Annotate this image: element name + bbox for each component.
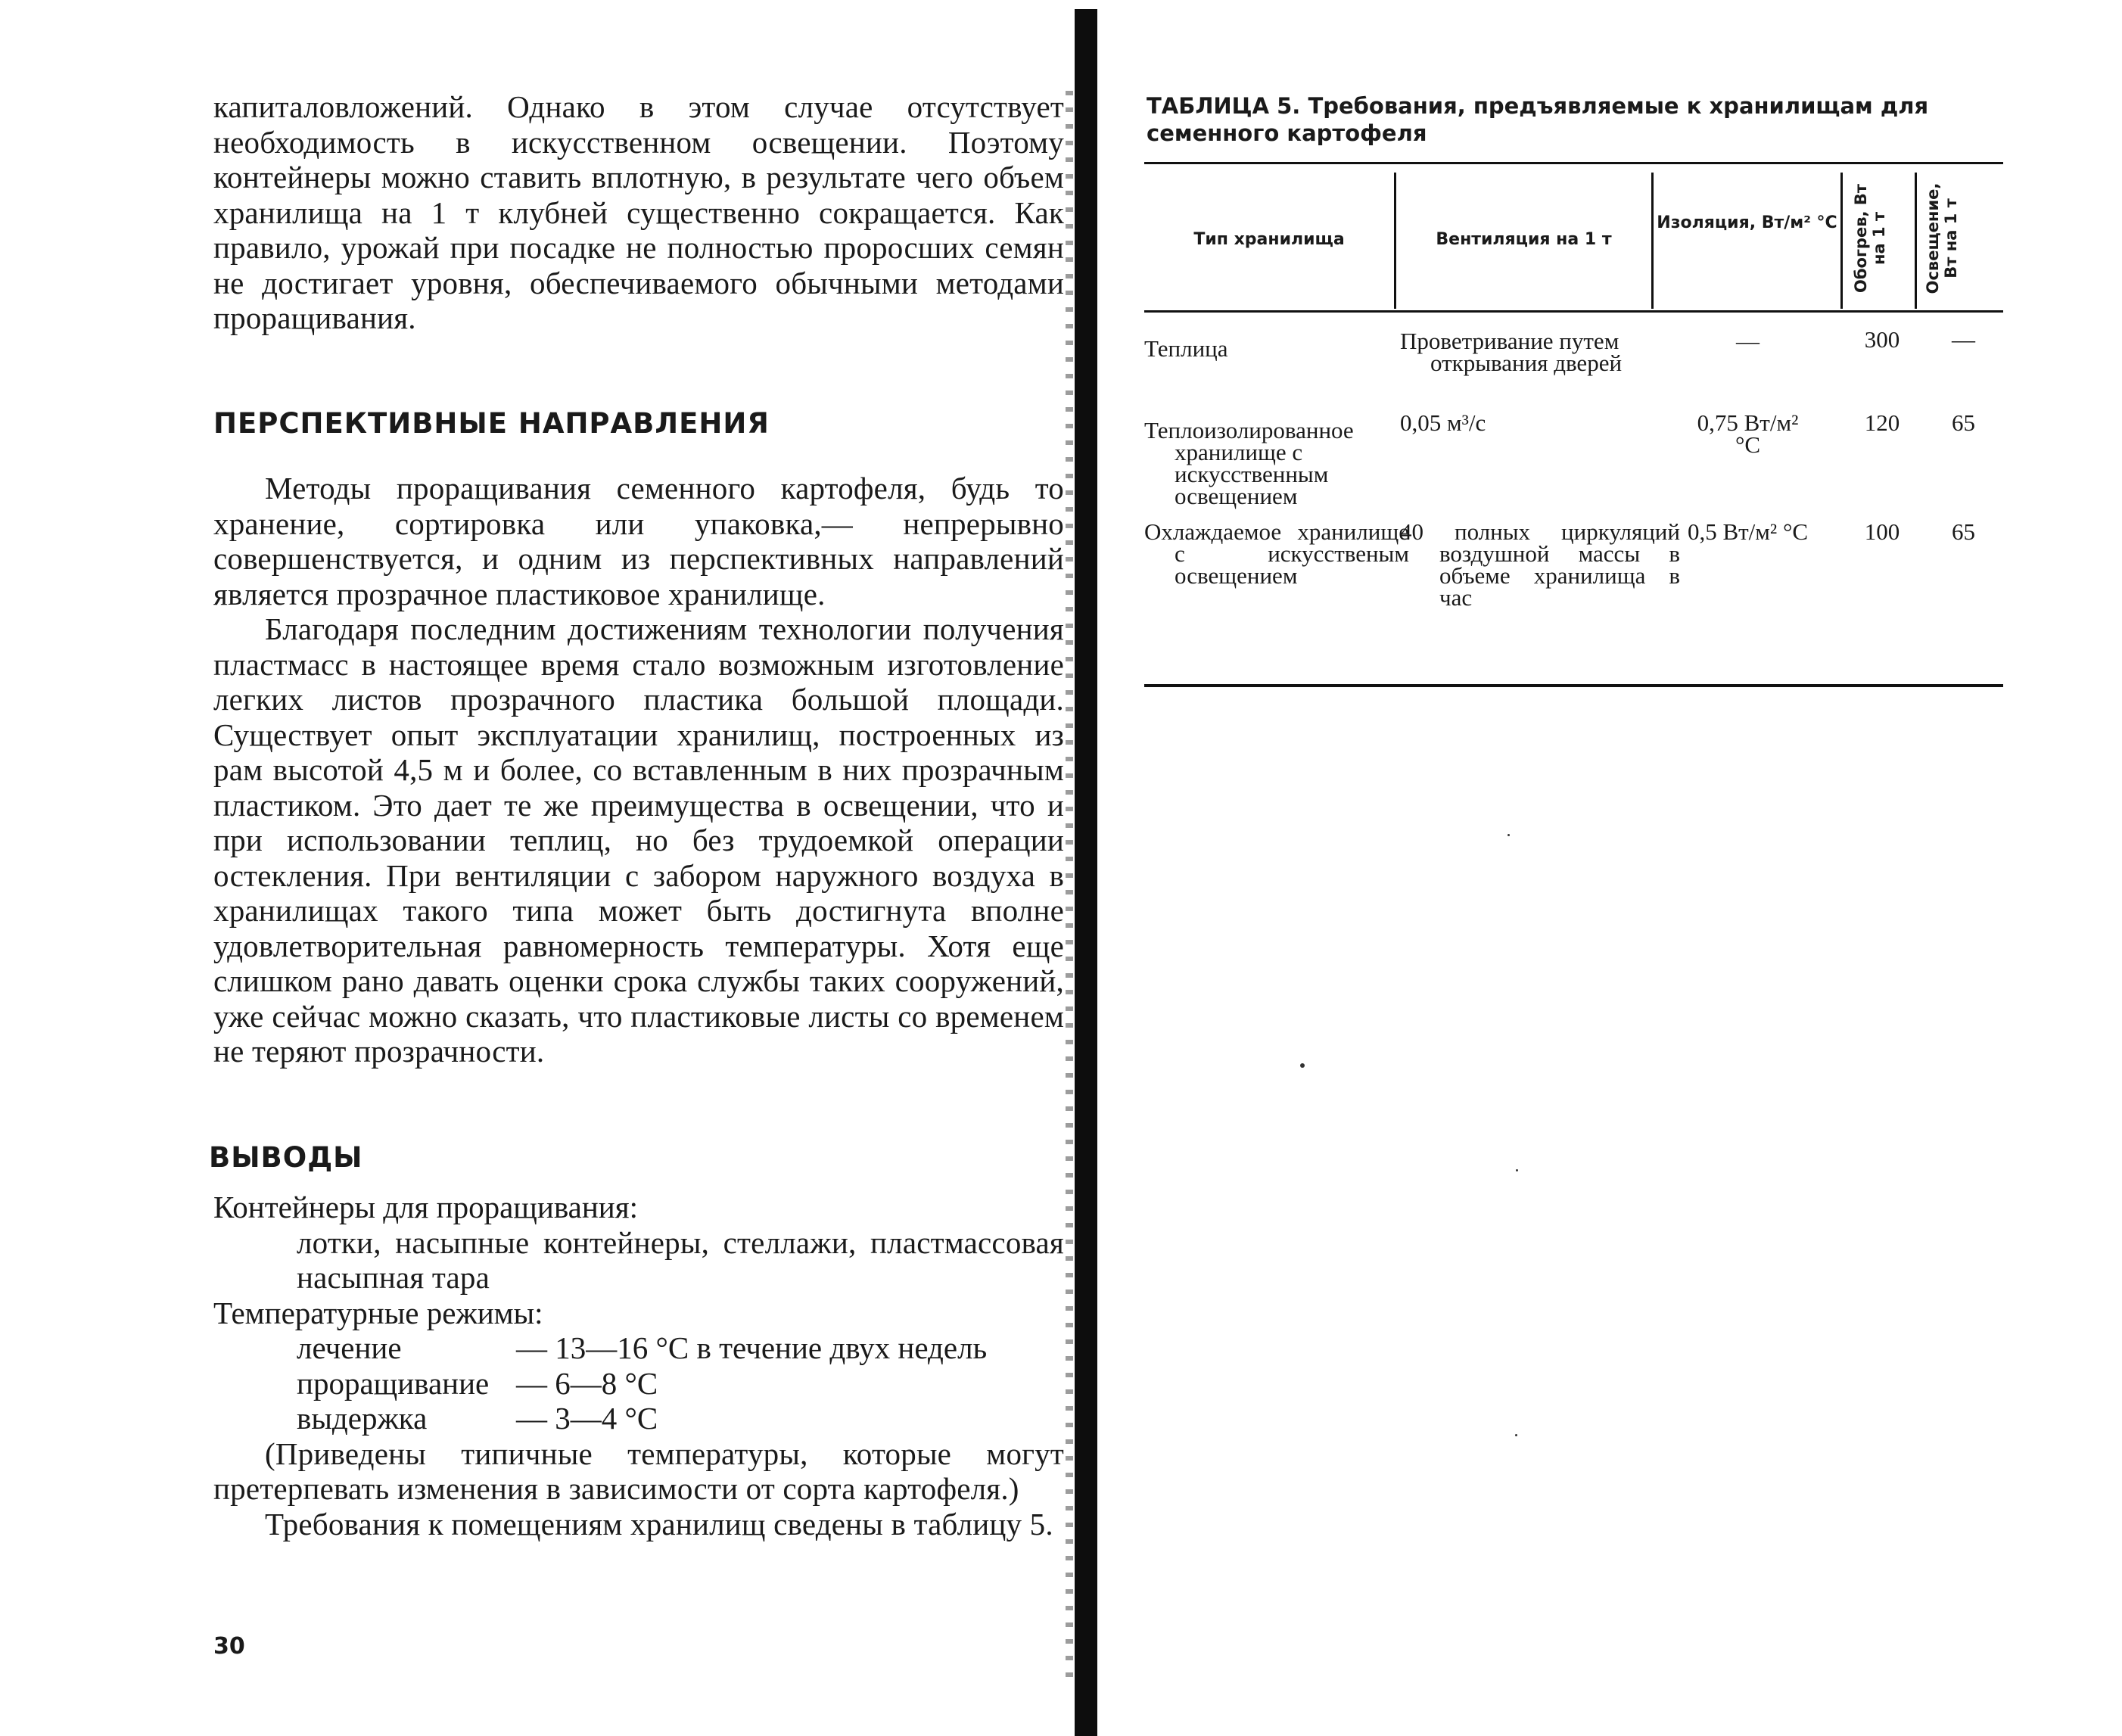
conclusions-block [213, 1190, 1064, 1542]
scan-speck [1516, 1169, 1518, 1171]
cell-lighting-insulated: 65 [1952, 409, 1975, 436]
temperature-mode-name: выдержка [297, 1401, 428, 1436]
cell-heating-insulated: 120 [1864, 409, 1900, 436]
table-caption-text: Требования, предъявляемые к хранилищам для семенного картофеля [1147, 93, 1929, 146]
cell-insulation-refrigerated: 0,5 Вт/м² °С [1687, 518, 1809, 545]
containers-list: лотки, насыпные контейнеры, стеллажи, пластмассовая насыпная тара [297, 1224, 1064, 1295]
cell-ventilation-refrigerated: 40 полных циркуляций воздушной массы в объеме хранилища в час [1400, 518, 1680, 611]
paragraph-text: капиталовложений. Однако в этом случае отсутствует необходимость в искусственном освещении. Поэтому контейнеры можно ставить вплотную, в результате чего объем хранилища на 1 т клубней существенно сокращается. Как правило, урожай при посадке не полностью проросших семян не достигает уровня, обеспечиваемого обычными методами проращивания. [213, 89, 1064, 335]
table-caption-number: ТАБЛИЦА 5. [1147, 93, 1301, 119]
temperature-mode-value: — 6—8 °С [516, 1365, 658, 1401]
cell-lighting-refrigerated: 65 [1952, 518, 1975, 545]
containers-label: Контейнеры для проращивания: [213, 1190, 638, 1224]
cell-ventilation-greenhouse: Проветривание путем открывания дверей [1400, 328, 1623, 376]
section-heading-conclusions: ВЫВОДЫ [209, 1141, 363, 1174]
book-spine-shadow [1075, 9, 1097, 1736]
section-heading-perspectives: ПЕРСПЕКТИВНЫЕ НАПРАВЛЕНИЯ [213, 407, 770, 440]
cell-type-greenhouse: Теплица [1144, 335, 1228, 362]
cell-type-refrigerated: Охлаждаемое хранилище с искусственым освещением [1144, 518, 1409, 589]
scan-speck [1507, 834, 1510, 836]
table-header-rule [1144, 310, 2003, 313]
column-divider [1651, 173, 1654, 309]
paragraph-capital-investment [213, 89, 1064, 336]
temperature-mode-value: — 13—16 °С в течение двух недель [516, 1330, 988, 1365]
storage-requirements-table [1144, 162, 2003, 689]
temperature-row-holding [213, 1401, 1064, 1436]
page-edge-texture [1066, 91, 1073, 1680]
temperature-row-treatment [213, 1330, 1064, 1366]
cell-lighting-greenhouse: — [1952, 326, 1975, 353]
column-divider [1915, 173, 1917, 309]
header-storage-type: Тип хранилища [1193, 230, 1345, 249]
page-number: 30 [213, 1633, 245, 1660]
temperature-mode-name: лечение [297, 1330, 402, 1365]
header-lighting: Освещение, Вт на 1 т [1924, 182, 1960, 294]
cell-type-insulated: Теплоизолированное хранилище с искусственным освещением [1144, 417, 1354, 509]
temperature-mode-name: проращивание [297, 1365, 490, 1401]
temperature-note: (Приведены типичные температуры, которые могут претерпевать изменения в зависимости от сорта картофеля.) [213, 1436, 1064, 1506]
cell-heating-refrigerated: 100 [1864, 518, 1900, 545]
cell-ventilation-insulated: 0,05 м³/с [1400, 409, 1486, 436]
table-reference: Требования к помещениям хранилищ сведены в таблицу 5. [265, 1506, 1053, 1542]
cell-insulation-insulated: 0,75 Вт/м² °С [1697, 409, 1799, 458]
table-top-rule [1144, 162, 2003, 164]
cell-heating-greenhouse: 300 [1864, 326, 1900, 353]
scan-speck [1515, 1434, 1517, 1436]
temperature-mode-value: — 3—4 °С [516, 1401, 658, 1436]
table-bottom-rule [1144, 684, 2003, 687]
paragraph-methods [213, 471, 1064, 611]
column-divider [1840, 173, 1843, 309]
paragraph-text: Благодаря последним достижениям технологии получения пластмасс в настоящее время стало возможным изготовление легких листов прозрачного пластика большой площади. Существует опыт эксплуатации хранилищ, построенных из рам высотой 4,5 м и более, со вставленным в них прозрачным пластиком. Это дает те же преимущества в освещении, что и при использовании теплиц, но без трудоемкой операции остекления. При вентиляции с забором наружного воздуха в хранилищах такого типа может быть достигнута вполне удовлетворительная равномерность температуры. Хотя еще слишком рано давать оценки срока службы таких сооружений, уже сейчас можно сказать, что пластиковые листы со временем не теряют прозрачности. [213, 611, 1064, 1069]
cell-insulation-greenhouse: — [1736, 328, 1760, 354]
scan-speck [1300, 1063, 1305, 1068]
temperature-row-sprouting [213, 1366, 1064, 1402]
table-caption [1147, 92, 2002, 147]
header-heating: Обогрев, Вт на 1 т [1852, 184, 1888, 293]
paragraph-plastics [213, 611, 1064, 1069]
temperature-label: Температурные режимы: [213, 1295, 543, 1330]
header-ventilation: Вентиляция на 1 т [1436, 230, 1612, 249]
paragraph-text: Методы проращивания семенного картофеля, будь то хранение, сортировка или упаковка,— непрерывно совершенствуется, и одним из перспективных направлений является прозрачное пластиковое хранилище. [213, 471, 1064, 611]
header-insulation: Изоляция, Вт/м² °С [1657, 213, 1837, 232]
